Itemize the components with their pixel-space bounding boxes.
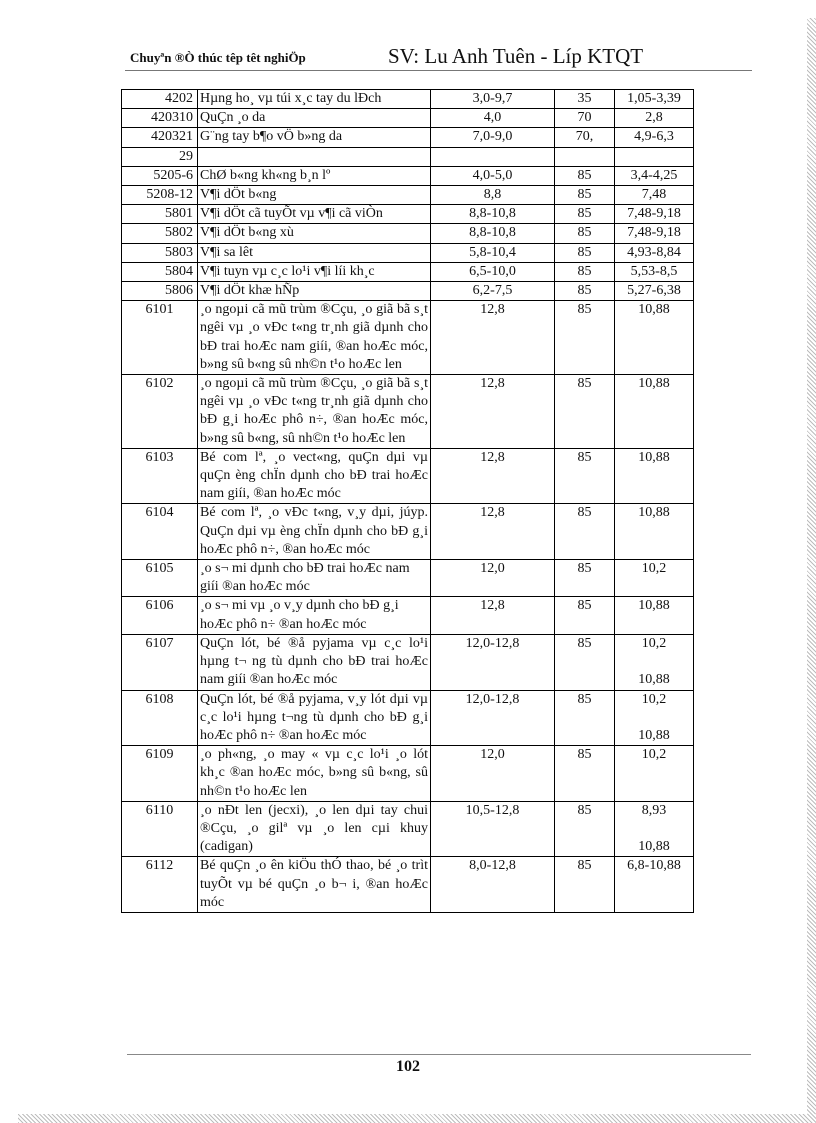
result-cell xyxy=(615,560,694,597)
result-value-secondary: 10,88 xyxy=(638,672,670,688)
table-row xyxy=(122,857,694,913)
percent-cell: 85 xyxy=(555,597,615,634)
result-value: 4,9-6,3 xyxy=(634,129,674,145)
footer-divider xyxy=(127,1054,751,1055)
percent-cell xyxy=(555,147,615,166)
result-cell xyxy=(615,448,694,504)
result-value: 7,48-9,18 xyxy=(627,206,681,222)
hs-code-cell: 6108 xyxy=(122,690,198,746)
percent-cell: 85 xyxy=(555,857,615,913)
result-cell xyxy=(615,690,694,746)
result-value: 5,53-8,5 xyxy=(630,263,678,279)
result-value: 7,48 xyxy=(641,187,667,203)
table-row xyxy=(122,560,694,597)
result-cell xyxy=(615,186,694,205)
result-cell xyxy=(615,504,694,560)
percent-cell: 85 xyxy=(555,634,615,690)
table-row xyxy=(122,301,694,375)
description-cell: V¶i tuyn vµ c¸c lo¹i v¶i líi kh¸c xyxy=(198,262,431,281)
hs-code-cell: 6103 xyxy=(122,448,198,504)
description-cell: Bé quÇn ¸o ên kiÖu thÓ thao, bé ¸o trìt tuyÕt vµ bé quÇn ¸o b¬ i, ®an hoÆc móc xyxy=(198,857,431,913)
description-cell: ¸o ph«ng, ¸o may « vµ c¸c lo¹i ¸o lót kh¸c ®an hoÆc móc, b»ng sû b«ng, sû nh©n t¹o hoÆc len xyxy=(198,746,431,802)
table-row xyxy=(122,205,694,224)
header-chapter-title: Chuyªn ®Ò thúc têp têt nghiÖp xyxy=(130,50,306,65)
percent-cell: 85 xyxy=(555,560,615,597)
result-cell xyxy=(615,282,694,301)
description-cell: QuÇn lót, bé ®å pyjama vµ c¸c lo¹i hµng t¬ ng tù dµnh cho bÐ trai hoÆc nam giíi ®an hoÆc móc xyxy=(198,634,431,690)
result-cell xyxy=(615,301,694,375)
description-cell: V¶i dÖt b«ng xù xyxy=(198,224,431,243)
rate-range-cell: 5,8-10,4 xyxy=(431,243,555,262)
result-cell xyxy=(615,166,694,185)
result-value: 10,88 xyxy=(638,376,670,392)
result-value: 10,2 xyxy=(641,691,667,707)
result-cell xyxy=(615,597,694,634)
result-spacer xyxy=(617,820,691,838)
description-cell: ¸o s¬ mi dµnh cho bÐ trai hoÆc nam giíi ®an hoÆc móc xyxy=(198,560,431,597)
tariff-table-body xyxy=(122,90,694,913)
description-cell: ¸o ngoµi cã mũ trùm ®Cçu, ¸o giã bã s¸t ngêi vµ ¸o vÐc t«ng tr¸nh giã dµnh cho bÐ trai hoÆc nam giíi, ®an hoÆc móc, b»ng sû b«ng sû nh©n t¹o hoÆc len xyxy=(198,301,431,375)
hs-code-cell: 6104 xyxy=(122,504,198,560)
table-row xyxy=(122,262,694,281)
rate-range-cell: 8,8 xyxy=(431,186,555,205)
result-cell xyxy=(615,746,694,802)
result-cell xyxy=(615,224,694,243)
percent-cell: 85 xyxy=(555,375,615,449)
table-row xyxy=(122,375,694,449)
description-cell: Bé com lª, ¸o vect«ng, quÇn dµi vµ quÇn èng chÏn dµnh cho bÐ trai hoÆc nam giíi, ®an hoÆc móc xyxy=(198,448,431,504)
table-row xyxy=(122,166,694,185)
description-cell: QuÇn ¸o da xyxy=(198,109,431,128)
percent-cell: 70, xyxy=(555,128,615,147)
result-value: 6,8-10,88 xyxy=(627,858,681,874)
rate-range-cell: 10,5-12,8 xyxy=(431,801,555,857)
table-row xyxy=(122,448,694,504)
table-row xyxy=(122,597,694,634)
hs-code-cell: 5208-12 xyxy=(122,186,198,205)
hs-code-cell: 5804 xyxy=(122,262,198,281)
rate-range-cell: 3,0-9,7 xyxy=(431,90,555,109)
table-row xyxy=(122,186,694,205)
percent-cell: 85 xyxy=(555,301,615,375)
result-cell xyxy=(615,857,694,913)
result-cell xyxy=(615,262,694,281)
result-cell xyxy=(615,243,694,262)
result-cell xyxy=(615,90,694,109)
page-number: 102 xyxy=(396,1058,420,1075)
result-value-secondary: 10,88 xyxy=(638,727,670,743)
hs-code-cell: 6106 xyxy=(122,597,198,634)
percent-cell: 85 xyxy=(555,205,615,224)
result-cell xyxy=(615,128,694,147)
rate-range-cell: 8,8-10,8 xyxy=(431,205,555,224)
description-cell: V¶i dÖt khæ hÑp xyxy=(198,282,431,301)
hs-code-cell: 6102 xyxy=(122,375,198,449)
rate-range-cell: 12,8 xyxy=(431,301,555,375)
percent-cell: 85 xyxy=(555,262,615,281)
percent-cell: 85 xyxy=(555,746,615,802)
result-cell xyxy=(615,147,694,166)
result-value: 10,88 xyxy=(638,449,670,465)
percent-cell: 85 xyxy=(555,282,615,301)
rate-range-cell: 12,0-12,8 xyxy=(431,634,555,690)
rate-range-cell: 12,8 xyxy=(431,448,555,504)
description-cell: Bé com lª, ¸o vÐc t«ng, v¸y dµi, júyp. QuÇn dµi vµ èng chÏn dµnh cho bÐ g¸i hoÆc phô n÷, ®an hoÆc móc xyxy=(198,504,431,560)
result-value: 10,2 xyxy=(641,561,667,577)
rate-range-cell: 12,0 xyxy=(431,560,555,597)
description-cell: QuÇn lót, bé ®å pyjama, v¸y lót dµi vµ c¸c lo¹i hµng t¬ng tù dµnh cho bÐ g¸i hoÆc phô n÷ ®an hoÆc móc xyxy=(198,690,431,746)
rate-range-cell: 12,8 xyxy=(431,597,555,634)
rate-range-cell: 4,0 xyxy=(431,109,555,128)
page-shadow-right xyxy=(807,18,816,1123)
table-row xyxy=(122,690,694,746)
rate-range-cell: 6,2-7,5 xyxy=(431,282,555,301)
rate-range-cell: 8,0-12,8 xyxy=(431,857,555,913)
result-value: 10,88 xyxy=(638,505,670,521)
rate-range-cell: 12,0-12,8 xyxy=(431,690,555,746)
header-divider xyxy=(125,70,752,71)
table-row xyxy=(122,109,694,128)
table-row xyxy=(122,634,694,690)
description-cell: G¨ng tay b¶o vÖ b»ng da xyxy=(198,128,431,147)
table-row xyxy=(122,243,694,262)
result-cell xyxy=(615,205,694,224)
percent-cell: 70 xyxy=(555,109,615,128)
description-cell: ¸o s¬ mi vµ ¸o v¸y dµnh cho bÐ g¸i hoÆc phô n÷ ®an hoÆc móc xyxy=(198,597,431,634)
description-cell: ChØ b«ng kh«ng b¸n lº xyxy=(198,166,431,185)
result-spacer xyxy=(617,709,691,727)
hs-code-cell: 5802 xyxy=(122,224,198,243)
hs-code-cell: 420310 xyxy=(122,109,198,128)
rate-range-cell: 6,5-10,0 xyxy=(431,262,555,281)
hs-code-cell: 5205-6 xyxy=(122,166,198,185)
description-cell xyxy=(198,147,431,166)
hs-code-cell: 5806 xyxy=(122,282,198,301)
rate-range-cell: 12,8 xyxy=(431,504,555,560)
percent-cell: 85 xyxy=(555,801,615,857)
description-cell: Hµng ho¸ vµ túi x¸c tay du lÐch xyxy=(198,90,431,109)
description-cell: ¸o nÐt len (jecxi), ¸o len dµi tay chui ®Cçu, ¸o gilª vµ ¸o len cµi khuy (cadigan) xyxy=(198,801,431,857)
description-cell: ¸o ngoµi cã mũ trùm ®Cçu, ¸o giã bã s¸t ngêi vµ ¸o vÐc t«ng tr¸nh giã dµnh cho bÐ g¸i hoÆc phô n÷, ®an hoÆc móc, b»ng sû b«ng, sû nh©n t¹o hoÆc len xyxy=(198,375,431,449)
description-cell: V¶i dÖt cã tuyÕt vµ v¶i cã viÒn xyxy=(198,205,431,224)
description-cell: V¶i sa lêt xyxy=(198,243,431,262)
result-value: 7,48-9,18 xyxy=(627,225,681,241)
percent-cell: 85 xyxy=(555,243,615,262)
percent-cell: 85 xyxy=(555,448,615,504)
result-value: 4,93-8,84 xyxy=(627,244,681,260)
tariff-table xyxy=(121,89,694,913)
result-value: 8,93 xyxy=(641,802,667,818)
hs-code-cell: 6110 xyxy=(122,801,198,857)
result-cell xyxy=(615,375,694,449)
rate-range-cell: 12,0 xyxy=(431,746,555,802)
rate-range-cell: 7,0-9,0 xyxy=(431,128,555,147)
percent-cell: 85 xyxy=(555,504,615,560)
result-cell xyxy=(615,109,694,128)
table-row xyxy=(122,128,694,147)
hs-code-cell: 5801 xyxy=(122,205,198,224)
result-cell xyxy=(615,634,694,690)
rate-range-cell xyxy=(431,147,555,166)
hs-code-cell: 6101 xyxy=(122,301,198,375)
description-cell: V¶i dÖt b«ng xyxy=(198,186,431,205)
hs-code-cell: 29 xyxy=(122,147,198,166)
rate-range-cell: 8,8-10,8 xyxy=(431,224,555,243)
hs-code-cell: 4202 xyxy=(122,90,198,109)
result-value: 5,27-6,38 xyxy=(627,283,681,299)
table-row xyxy=(122,224,694,243)
result-cell xyxy=(615,801,694,857)
result-value: 3,4-4,25 xyxy=(630,167,678,183)
hs-code-cell: 6112 xyxy=(122,857,198,913)
percent-cell: 85 xyxy=(555,186,615,205)
percent-cell: 35 xyxy=(555,90,615,109)
table-row xyxy=(122,801,694,857)
table-row xyxy=(122,504,694,560)
rate-range-cell: 4,0-5,0 xyxy=(431,166,555,185)
hs-code-cell: 6105 xyxy=(122,560,198,597)
result-value: 1,05-3,39 xyxy=(627,91,681,106)
table-row xyxy=(122,90,694,109)
page-shadow-bottom xyxy=(18,1114,816,1123)
result-value-secondary: 10,88 xyxy=(638,839,670,855)
hs-code-cell: 6107 xyxy=(122,634,198,690)
result-spacer xyxy=(617,653,691,671)
result-value: 10,2 xyxy=(641,635,667,651)
table-row xyxy=(122,147,694,166)
percent-cell: 85 xyxy=(555,166,615,185)
result-value: 10,88 xyxy=(638,598,670,614)
result-value: 10,2 xyxy=(641,747,667,763)
result-value: 2,8 xyxy=(645,110,663,126)
percent-cell: 85 xyxy=(555,224,615,243)
result-value: 10,88 xyxy=(638,302,670,318)
hs-code-cell: 5803 xyxy=(122,243,198,262)
header-student-info: SV: Lu Anh Tuên - Líp KTQT xyxy=(388,44,644,68)
percent-cell: 85 xyxy=(555,690,615,746)
hs-code-cell: 6109 xyxy=(122,746,198,802)
table-row xyxy=(122,282,694,301)
rate-range-cell: 12,8 xyxy=(431,375,555,449)
table-row xyxy=(122,746,694,802)
hs-code-cell: 420321 xyxy=(122,128,198,147)
